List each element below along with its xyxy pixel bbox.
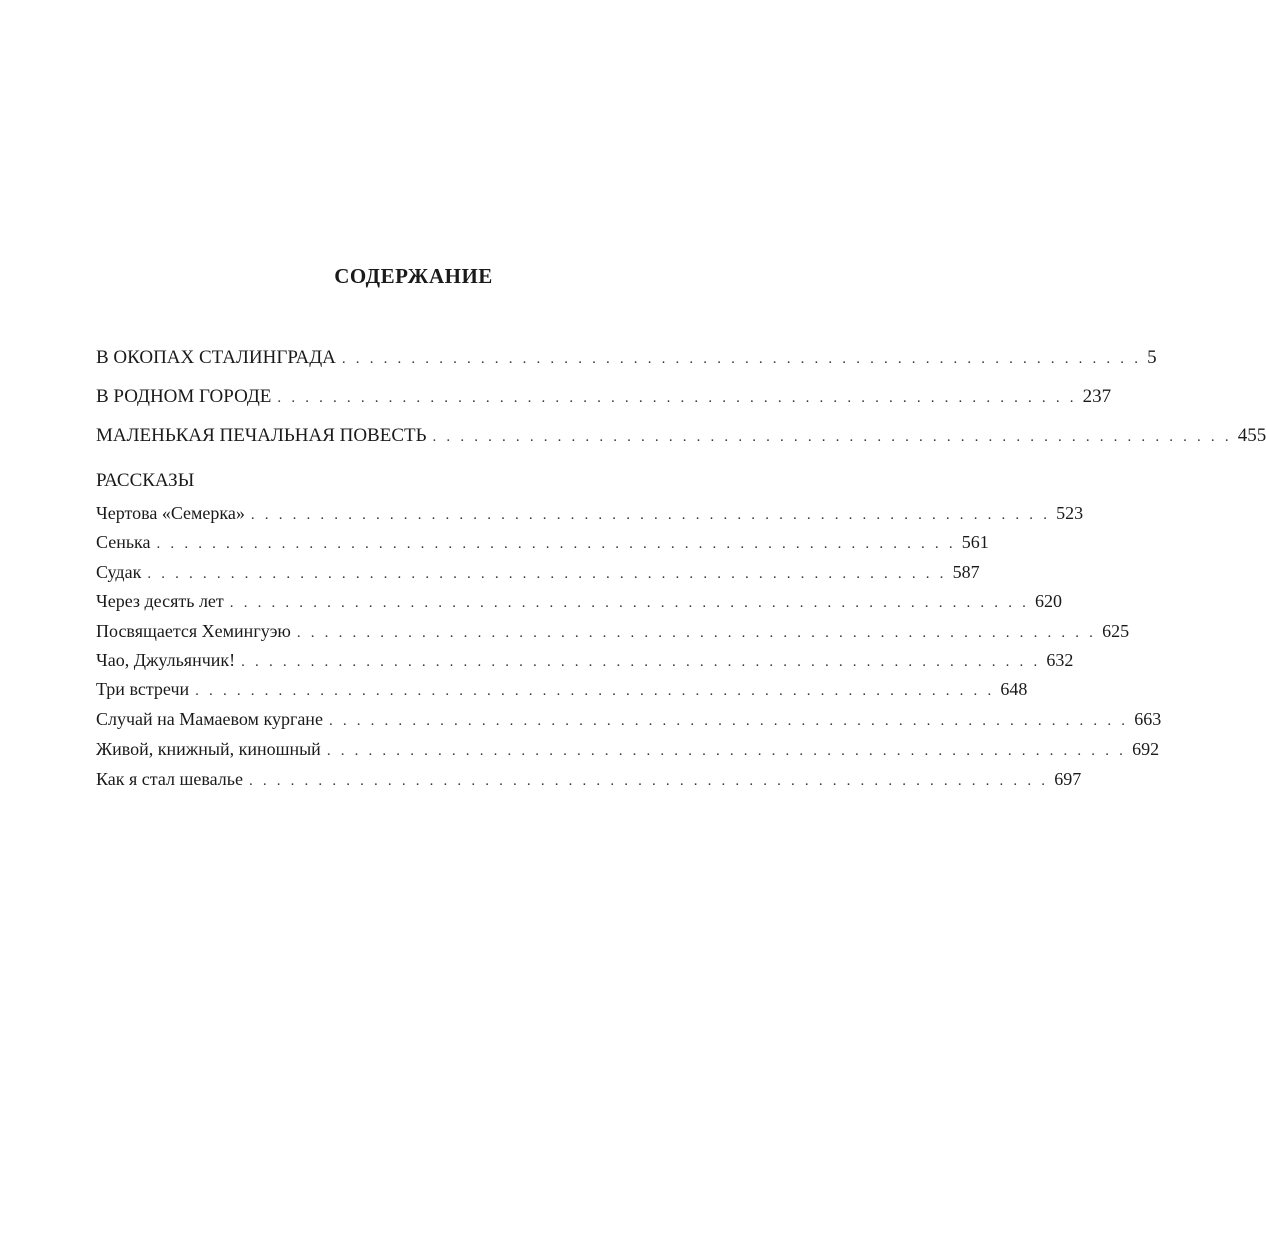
toc-entry-page: 620	[1035, 591, 1063, 611]
toc-entry-story	[96, 677, 1028, 703]
toc-entry-story	[96, 767, 1082, 793]
dot-leader: . . . . . . . . . . . . . . . . . . . . . . . . . . . . . . . . . . . . . . . . . . . . . . . . . . . . . . . . . .	[195, 683, 995, 699]
toc-entry-story	[96, 648, 1074, 674]
toc-entry-title: Как я стал шевалье	[96, 769, 243, 789]
toc-entry-story	[96, 530, 989, 556]
toc-entry-title: В ОКОПАХ СТАЛИНГРАДА	[96, 347, 336, 368]
toc-entry-title: МАЛЕНЬКАЯ ПЕЧАЛЬНАЯ ПОВЕСТЬ	[96, 425, 427, 446]
dot-leader: . . . . . . . . . . . . . . . . . . . . . . . . . . . . . . . . . . . . . . . . . . . . . . . . . . . . . . . . . .	[241, 654, 1041, 670]
toc-entry-story	[96, 737, 1160, 763]
toc-entry-story	[96, 619, 1130, 645]
dot-leader: . . . . . . . . . . . . . . . . . . . . . . . . . . . . . . . . . . . . . . . . . . . . . . . . . . . . . . . . . .	[328, 713, 1129, 729]
dot-leader: . . . . . . . . . . . . . . . . . . . . . . . . . . . . . . . . . . . . . . . . . . . . . . . . . . . . . . . . . .	[296, 625, 1097, 641]
dot-leader: . . . . . . . . . . . . . . . . . . . . . . . . . . . . . . . . . . . . . . . . . . . . . . . . . . . . . . . . . .	[156, 536, 956, 552]
toc-entry-title: Случай на Мамаевом кургане	[96, 709, 323, 729]
dot-leader: . . . . . . . . . . . . . . . . . . . . . . . . . . . . . . . . . . . . . . . . . . . . . . . . . . . . . . . . . .	[147, 566, 947, 582]
toc-entry-story	[96, 501, 1084, 527]
toc-entry-title: Три встречи	[96, 679, 190, 699]
toc-entry-page: 455	[1237, 425, 1266, 446]
toc-entry-major	[96, 385, 1112, 410]
toc-entry-title: В РОДНОМ ГОРОДЕ	[96, 386, 272, 407]
toc-entry-major	[96, 424, 1266, 449]
toc-entry-major	[96, 346, 1157, 371]
toc-entry-story	[96, 707, 1162, 733]
toc-entry-page: 5	[1147, 347, 1157, 368]
dot-leader: . . . . . . . . . . . . . . . . . . . . . . . . . . . . . . . . . . . . . . . . . . . . . . . . . . . . . . . . . .	[248, 773, 1049, 789]
toc-entry-story	[96, 589, 1063, 615]
toc-entry-title: Чертова «Семерка»	[96, 503, 245, 523]
toc-entry-title: Судак	[96, 562, 142, 582]
toc-entry-page: 587	[952, 562, 980, 582]
dot-leader: . . . . . . . . . . . . . . . . . . . . . . . . . . . . . . . . . . . . . . . . . . . . . . . . . . . . . . . . . .	[326, 743, 1127, 759]
page-title: СОДЕРЖАНИЕ	[334, 264, 493, 288]
toc-entry-page: 625	[1102, 621, 1130, 641]
toc-entry-title: Посвящается Хемингуэю	[96, 621, 291, 641]
section-heading-stories: РАССКАЗЫ	[96, 470, 195, 491]
toc-entry-page: 692	[1132, 739, 1160, 759]
dot-leader: . . . . . . . . . . . . . . . . . . . . . . . . . . . . . . . . . . . . . . . . . . . . . . . . . . . . . . . . . .	[250, 507, 1051, 523]
toc-entry-story	[96, 560, 980, 586]
toc-entry-page: 648	[1000, 679, 1028, 699]
toc-entry-title: Живой, книжный, киношный	[96, 739, 321, 759]
toc-entry-title: Через десять лет	[96, 591, 224, 611]
toc-entry-title: Сенька	[96, 532, 151, 552]
toc-entry-page: 237	[1082, 386, 1112, 407]
toc-entry-page: 561	[961, 532, 989, 552]
dot-leader: . . . . . . . . . . . . . . . . . . . . . . . . . . . . . . . . . . . . . . . . . . . . . . . . . . . . . . . . . .	[277, 390, 1077, 406]
toc-entry-page: 697	[1054, 769, 1082, 789]
toc-entry-page: 663	[1134, 709, 1162, 729]
dot-leader: . . . . . . . . . . . . . . . . . . . . . . . . . . . . . . . . . . . . . . . . . . . . . . . . . . . . . . . . . .	[432, 429, 1232, 445]
dot-leader: . . . . . . . . . . . . . . . . . . . . . . . . . . . . . . . . . . . . . . . . . . . . . . . . . . . . . . . . . .	[341, 351, 1142, 367]
dot-leader: . . . . . . . . . . . . . . . . . . . . . . . . . . . . . . . . . . . . . . . . . . . . . . . . . . . . . . . . . .	[229, 595, 1030, 611]
toc-entry-title: Чао, Джульянчик!	[96, 650, 236, 670]
toc-entry-page: 632	[1046, 650, 1074, 670]
toc-entry-page: 523	[1056, 503, 1084, 523]
